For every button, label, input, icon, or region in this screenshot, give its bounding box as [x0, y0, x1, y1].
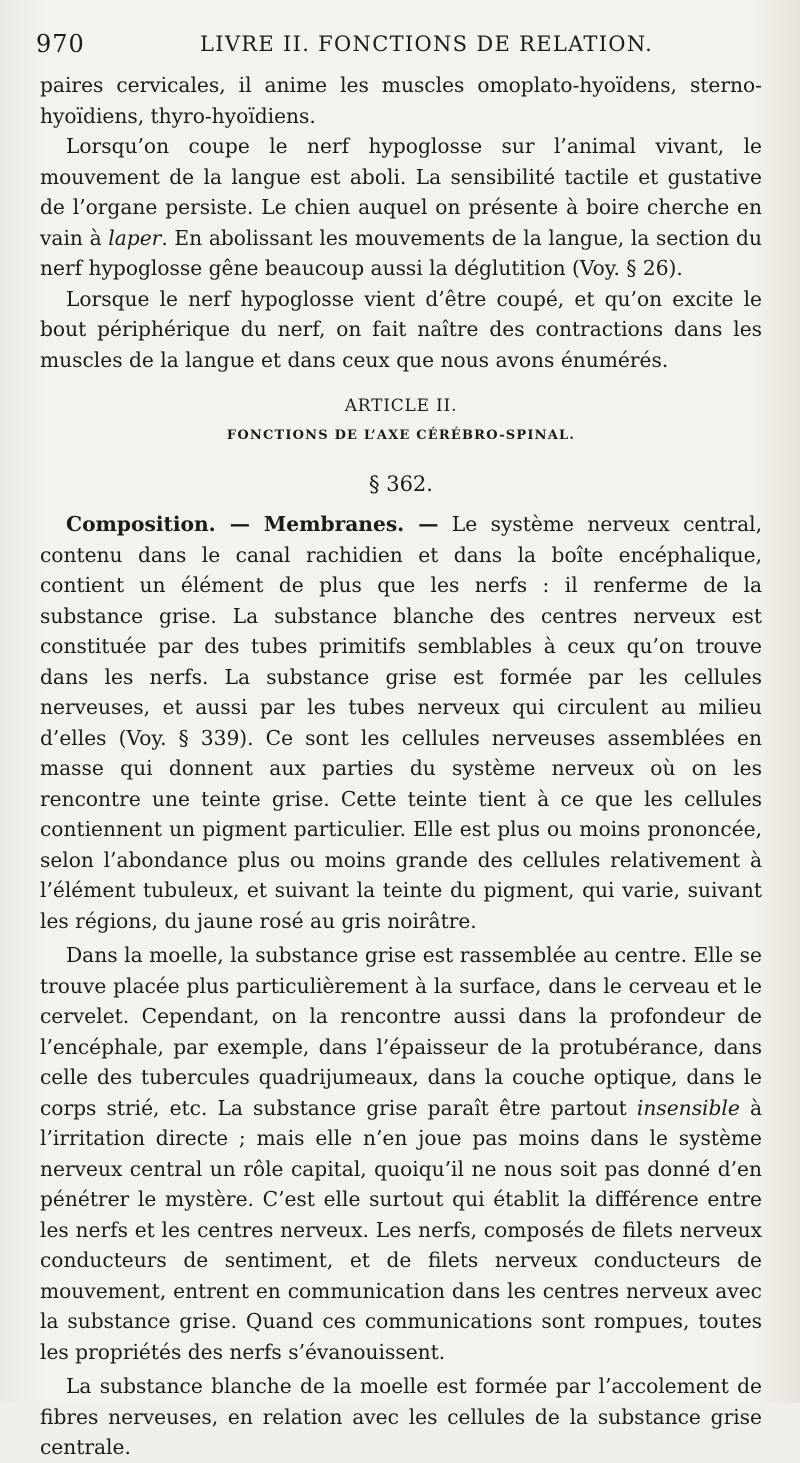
page-header — [36, 30, 766, 64]
section-number: § 362. — [369, 472, 433, 496]
paragraph-composition — [40, 509, 762, 936]
paragraph-text: Lorsqu’on coupe le nerf hypoglosse sur l’animal vivant, le mouvement de la langue est aboli. La sensibilité tactile et gustative de l’organe persiste. Le chien auquel on présente à boire cherche en vain à — [40, 134, 762, 250]
paragraph-substance-grise — [40, 940, 762, 1367]
paragraph-substance-blanche: La substance blanche de la moelle est formée par l’accolement de fibres nerveuses, en relation avec les cellules de la substance grise centrale. — [40, 1374, 762, 1459]
italic-term: laper — [108, 225, 162, 250]
paragraph-hypoglosse-section — [40, 131, 762, 284]
page-number: 970 — [36, 30, 85, 58]
article-subtitle: FONCTIONS DE L’AXE CÉRÉBRO-SPINAL. — [226, 428, 576, 443]
paragraph-text: . En abolissant les mouvements de la langue, la section du nerf hypoglosse gêne beaucoup aussi la déglutition (Voy. § 26). — [40, 225, 762, 280]
paragraph-text: à l’irritation directe ; mais elle n’en joue pas moins dans le système nerveux central un rôle capital, quoiqu’il ne nous soit pas donné d’en pénétrer le mystère. C’est elle surtout qui établit la différence entre les nerfs et les centres nerveux. Les nerfs, composés de filets nerveux conducteurs de sentiment, et de filets nerveux conducteurs de mouvement, entrent en communication dans les centres nerveux avec la substance grise. Quand ces communications sont rompues, toutes les propriétés des nerfs s’évanouissent. — [40, 1095, 763, 1364]
paragraph-hypoglosse-excitation: Lorsque le nerf hypoglosse vient d’être coupé, et qu’on excite le bout périphérique du nerf, on fait naître des contractions dans les muscles de la langue et dans ceux que nous avons énumérés. — [40, 286, 762, 372]
paragraph-continuation: paires cervicales, il anime les muscles omoplato-hyoïdens, sterno-hyoïdiens, thyro-hyoïdiens. — [40, 73, 762, 128]
article-title: ARTICLE II. — [344, 396, 458, 416]
paragraph-text: Le système nerveux central, contenu dans le canal rachidien et dans la boîte encéphalique, contient un élément de plus que les nerfs : il renferme de la substance grise. La substance blanche des centres nerveux est constituée par des tubes primitifs semblables à ceux qu’on trouve dans les nerfs. La substance grise est formée par les cellules nerveuses, et aussi par les tubes nerveux qui circulent au milieu d’elles (Voy. § 339). Ce sont les cellules nerveuses assemblées en masse qui donnent aux parties du système nerveux où on les rencontre une teinte grise. Cette teinte tient à ce que les cellules contiennent un pigment particulier. Elle est plus ou moins prononcée, selon l’abondance plus ou moins grande des cellules relativement à l’élément tubuleux, et suivant la teinte du pigment, qui varie, suivant les régions, du jaune rosé au gris noirâtre. — [40, 512, 762, 933]
paragraph-text: Dans la moelle, la substance grise est rassemblée au centre. Elle se trouve placée plus particulièrement à la surface, dans le cerveau et le cervelet. Cependant, on la rencontre aussi dans la profondeur de l’encéphale, par exemple, dans l’épaisseur de la protubérance, dans celle des tubercules quadrijumeaux, dans la couche optique, dans le corps strié, etc. La substance grise paraît être partout — [40, 943, 762, 1120]
italic-term: insensible — [636, 1095, 740, 1120]
page-body — [40, 70, 762, 1463]
running-head: LIVRE II. FONCTIONS DE RELATION. — [200, 32, 654, 56]
paragraph-heading: Composition. — Membranes. — — [66, 512, 439, 536]
